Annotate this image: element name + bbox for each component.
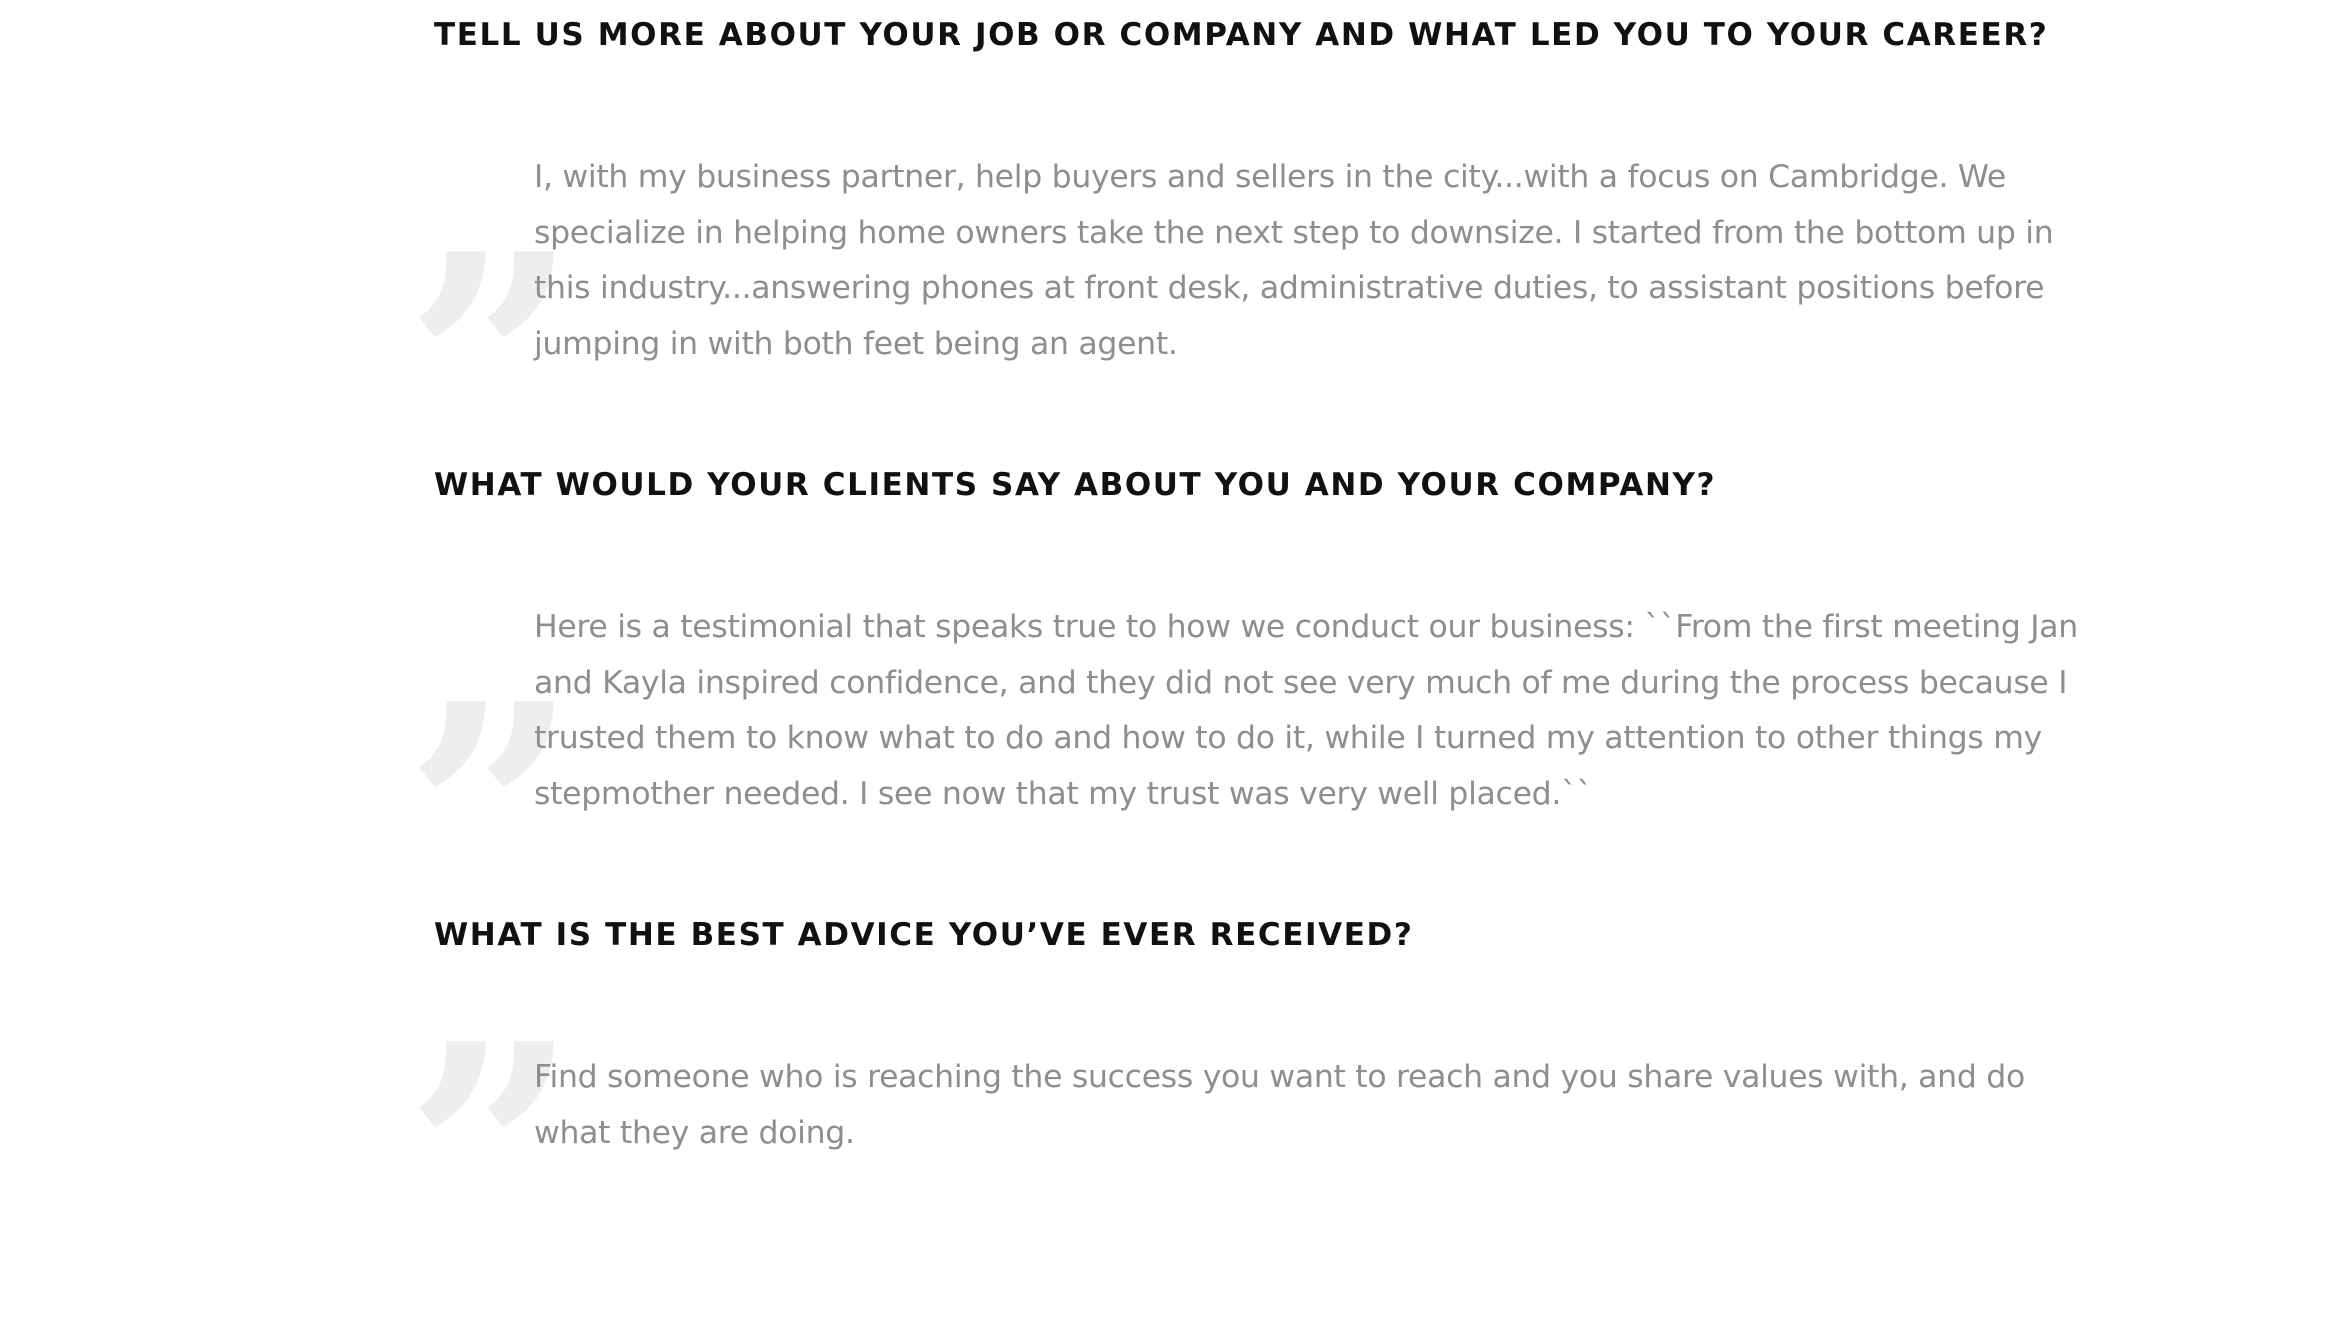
- quote-mark-icon: ”: [405, 638, 578, 991]
- answer-text: Find someone who is reaching the success you want to reach and you share values with, and do what they are doing.: [534, 1059, 2025, 1151]
- answer-text: I, with my business partner, help buyers and sellers in the city...with a focus on Cambridge. We specialize in helping home owners take the next step to downsize. I started from the bottom up in this industry...answering phones at front desk, administrative duties, to assistant positions before jumping in with both feet being an agent.: [534, 159, 2054, 362]
- quote-mark-icon: ”: [405, 978, 578, 1331]
- quote-mark-icon: ”: [405, 188, 578, 541]
- answer-text: Here is a testimonial that speaks true to how we conduct our business: ``From the first meeting Jan and Kayla inspired confidence, and they did not see very much of me during the process because I trusted them to know what to do and how to do it, while I turned my attention to other things my stepmother needed. I see now that my trust was very well placed.``: [534, 609, 2078, 812]
- question-heading: WHAT WOULD YOUR CLIENTS SAY ABOUT YOU AND YOUR COMPANY?: [434, 467, 1717, 503]
- question-heading: TELL US MORE ABOUT YOUR JOB OR COMPANY AND WHAT LED YOU TO YOUR CAREER?: [434, 17, 2049, 53]
- question-heading: WHAT IS THE BEST ADVICE YOU’VE EVER RECEIVED?: [434, 917, 1414, 953]
